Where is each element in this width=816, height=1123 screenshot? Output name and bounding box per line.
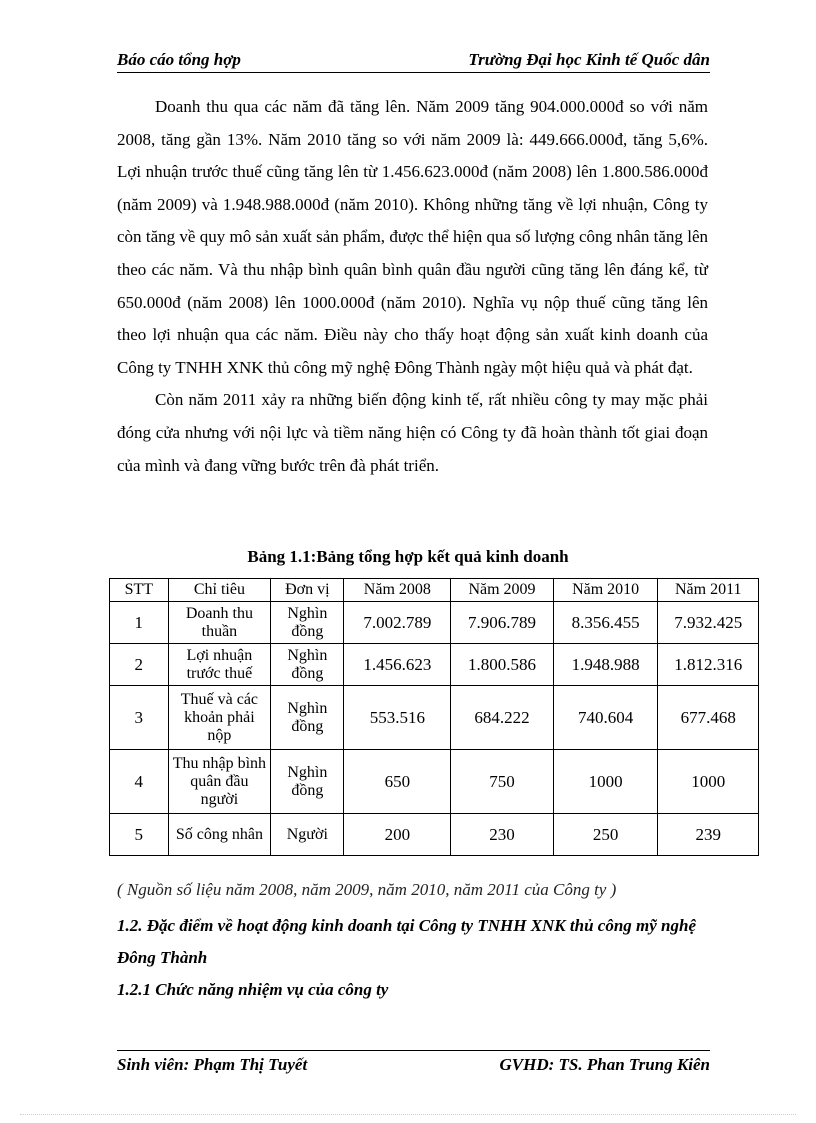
table-row bbox=[110, 814, 759, 856]
table-cell: 740.604 bbox=[553, 686, 658, 750]
table-cell: 553.516 bbox=[344, 686, 451, 750]
table-cell: 650 bbox=[344, 750, 451, 814]
table-cell: 200 bbox=[344, 814, 451, 856]
table-cell: 7.002.789 bbox=[344, 602, 451, 644]
body-text bbox=[117, 91, 708, 482]
table-cell: 1000 bbox=[658, 750, 759, 814]
table-title: Bảng 1.1:Bảng tổng hợp kết quả kinh doanh bbox=[247, 547, 569, 566]
table-cell: 239 bbox=[658, 814, 759, 856]
table-cell: 4 bbox=[110, 750, 169, 814]
table-cell: 1 bbox=[110, 602, 169, 644]
table-cell: 3 bbox=[110, 686, 169, 750]
table-header-row bbox=[110, 579, 759, 602]
results-table bbox=[109, 578, 759, 856]
section-heading: 1.2. Đặc điểm về hoạt động kinh doanh tại Công ty TNHH XNK thủ công mỹ nghệ Đông Thành bbox=[117, 916, 697, 967]
subsection-heading: 1.2.1 Chức năng nhiệm vụ của công ty bbox=[117, 980, 389, 999]
table-cell: Số công nhân bbox=[168, 814, 271, 856]
table-cell: 2 bbox=[110, 644, 169, 686]
footer-student-name: Sinh viên: Phạm Thị Tuyết bbox=[117, 1055, 308, 1074]
paragraph-revenue-summary: Doanh thu qua các năm đã tăng lên. Năm 2009 tăng 904.000.000đ so với năm 2008, tăng gần 13%. Năm 2010 tăng so với năm 2009 là: 449.666.000đ, tăng 5,6%. Lợi nhuận trước thuế cũng tăng lên từ 1.456.623.000đ (năm 2008) lên 1.800.586.000đ (năm 2009) và 1.948.988.000đ (năm 2010). Không những tăng về lợi nhuận, Công ty còn tăng về quy mô sản xuất sản phẩm, được thể hiện qua số lượng công nhân tăng lên theo các năm. Và thu nhập bình quân bình quân đầu người cũng tăng lên đáng kể, từ 650.000đ (năm 2008) lên 1000.000đ (năm 2010). Nghĩa vụ nộp thuế cũng tăng lên theo lợi nhuận qua các năm. Điều này cho thấy hoạt động sản xuất kinh doanh của Công ty TNHH XNK thủ công mỹ nghệ Đông Thành ngày một hiệu quả và phát đạt. bbox=[117, 97, 708, 377]
table-cell: 1.456.623 bbox=[344, 644, 451, 686]
footer-supervisor-name: GVHD: TS. Phan Trung Kiên bbox=[499, 1055, 710, 1074]
table-row bbox=[110, 602, 759, 644]
table-cell: Nghìn đồng bbox=[271, 644, 344, 686]
column-header: Chỉ tiêu bbox=[168, 579, 271, 602]
table-cell: Thuế và các khoản phải nộp bbox=[168, 686, 271, 750]
header-report-title: Báo cáo tổng hợp bbox=[117, 50, 241, 69]
column-header: STT bbox=[110, 579, 169, 602]
column-header: Năm 2008 bbox=[344, 579, 451, 602]
table-row bbox=[110, 750, 759, 814]
table-cell: 7.932.425 bbox=[658, 602, 759, 644]
page-header bbox=[117, 48, 710, 73]
table-cell: Nghìn đồng bbox=[271, 750, 344, 814]
column-header: Năm 2009 bbox=[451, 579, 554, 602]
table-cell: Doanh thu thuần bbox=[168, 602, 271, 644]
table-cell: 1000 bbox=[553, 750, 658, 814]
table-cell: 684.222 bbox=[451, 686, 554, 750]
table-cell: 230 bbox=[451, 814, 554, 856]
table-cell: Thu nhập bình quân đầu người bbox=[168, 750, 271, 814]
table-cell: Nghìn đồng bbox=[271, 602, 344, 644]
table-cell: 750 bbox=[451, 750, 554, 814]
header-university-name: Trường Đại học Kinh tế Quốc dân bbox=[468, 50, 710, 69]
table-cell: 250 bbox=[553, 814, 658, 856]
table-cell: 7.906.789 bbox=[451, 602, 554, 644]
page-footer bbox=[117, 1050, 710, 1081]
table-cell: 677.468 bbox=[658, 686, 759, 750]
table-row bbox=[110, 686, 759, 750]
column-header: Năm 2010 bbox=[553, 579, 658, 602]
table-cell: Người bbox=[271, 814, 344, 856]
table-cell: 1.800.586 bbox=[451, 644, 554, 686]
table-row bbox=[110, 644, 759, 686]
table-cell: Nghìn đồng bbox=[271, 686, 344, 750]
page-edge-divider bbox=[20, 1114, 796, 1115]
table-cell: 1.948.988 bbox=[553, 644, 658, 686]
table-cell: 5 bbox=[110, 814, 169, 856]
table-cell: Lợi nhuận trước thuế bbox=[168, 644, 271, 686]
table-cell: 1.812.316 bbox=[658, 644, 759, 686]
table-cell: 8.356.455 bbox=[553, 602, 658, 644]
source-note: ( Nguồn số liệu năm 2008, năm 2009, năm 2010, năm 2011 của Công ty ) bbox=[117, 880, 617, 899]
column-header: Năm 2011 bbox=[658, 579, 759, 602]
paragraph-2011-summary: Còn năm 2011 xảy ra những biến động kinh tế, rất nhiều công ty may mặc phải đóng cửa nhưng với nội lực và tiềm năng hiện có Công ty đã hoàn thành tốt giai đoạn của mình và đang vững bước trên đà phát triển. bbox=[117, 390, 708, 475]
column-header: Đơn vị bbox=[271, 579, 344, 602]
